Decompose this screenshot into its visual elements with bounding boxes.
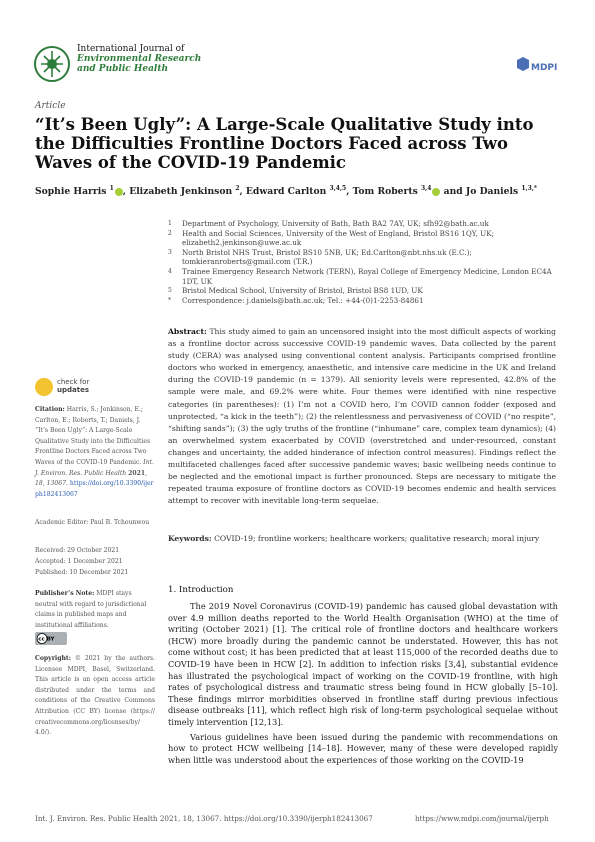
citation-journal: Int. J. Environ. Res. Public Health [35,458,154,477]
author-sup: 2 [235,185,240,192]
check-for-updates-button[interactable] [35,378,155,398]
abstract-text: This study aimed to gain an uncensored insight into the most difficult aspects of working as a frontline doctor across successive COVID-19 pandemic waves. Data collected by the parent study (CERA) was analysed using conventional content analysis. Participants comprised frontline doctors who worked in emergency, anaesthetic, and intensive care medicine in the UK and Ireland during the COVID-19 pandemic (n = 1379). All seniority levels were represented, 42.8% of the sample were male, and 69.2% were white. Four themes were identified with nine respective categories (in parentheses): (1) I’m not a COVID hero, I’m COVID cannon fodder (exposed and unprotected, “a kick in the teeth”); (2) the relentlessness and pervasiveness of COVID (“no respite”, “shifting sands”); (3) the ugly truths of the frontline (“inhumane” care, complex team dynamics); (4) an overwhelmed system exacerbated by COVID (overstretched and under-resourced, constant changes and uncertainty, the added hinderance of infection control measures). Findings reflect the multifaceted challenges faced after successive pandemic waves; basic wellbeing needs continue to be neglected and the emotional impact is further pronounced. Steps are necessary to mitigate the repeated trauma exposure of frontline doctors as COVID-19 becomes endemic and health services attempt to recover with inevitable long-term sequelae. [168,327,556,506]
journal-name [77,44,297,74]
publisher-note-text: MDPI stays neutral with regard to jurisdictional claims in published maps and institutional affiliations. [35,590,147,629]
author-sup: 1 [109,185,114,192]
journal-logo-icon [33,45,71,83]
footer-journal-link[interactable]: https://www.mdpi.com/journal/ijerph [415,814,549,823]
author-sup: 1,3,* [521,185,538,192]
affiliations [168,219,558,305]
affiliation-item: 4 Trainee Emergency Research Network (TERN), Royal College of Emergency Medicine, London EC4A 1DT, UK [168,266,552,286]
publisher-note-label: Publisher’s Note: [35,590,95,597]
check-line-1: check for [57,378,90,386]
citation: Citation: Harris, S.; Jenkinson, E.; Carlton, E.; Roberts, T.; Daniels, J. “It’s Been Ugly”: A Large-Scale Qualitative Study into the Difficulties Frontline Doctors Faced across Two Waves of the COVID-19 Pandemic. Int. J. Environ. Res. Public Health 2021, 18, 13067. https://doi.org/10.3390/ijerph182413067 [35,406,154,498]
article-title: “It’s Been Ugly”: A Large-Scale Qualitative Study into the Difficulties Frontline Doctors Faced across Two Waves of the COVID-19 Pandemic [35,115,534,172]
date-published: Published: 10 December 2021 [35,569,129,576]
abstract-label: Abstract: [168,327,207,336]
citation-doi-link[interactable]: https://doi.org/10.3390/ijerph182413067 [35,480,154,498]
publisher-note [35,589,155,631]
affiliation-item: 1 Department of Psychology, University of Bath, Bath BA2 7AY, UK; sfh92@bath.ac.uk [168,219,489,228]
check-updates-icon [35,378,53,396]
citation-volume: 18, 13067. [35,480,68,488]
svg-text:MDPI: MDPI [531,63,558,73]
journal-line-3: and Public Health [77,64,169,74]
date-accepted: Accepted: 1 December 2021 [35,558,123,565]
author-name[interactable]: Edward Carlton [245,186,327,198]
author-name[interactable]: Elizabeth Jenkinson [129,186,233,198]
journal-line-2: Environmental Research [77,54,202,64]
abstract [168,326,556,507]
keywords-label: Keywords: [168,534,212,543]
citation-text: Harris, S.; Jenkinson, E.; Carlton, E.; Roberts, T.; Daniels, J. “It’s Been Ugly”: A Large-Scale Qualitative Study into the Difficulties Frontline Doctors Faced across Two Waves of the COVID-19 Pandemic. [35,406,151,466]
journal-line-1: International Journal of [77,44,185,54]
author-list: Sophie Harris $^1$ , Elizabeth Jenkinson $^2$, Edward Carlton $^{3,4,5}$, Tom Roberts $^{3,4}$ and Jo Daniels $^{1,3,*}$ [35,185,538,198]
section-heading: 1. Introduction [168,585,234,595]
dates [35,545,155,578]
copyright [35,654,155,739]
affiliation-item: * Correspondence: j.daniels@bath.ac.uk; Tel.: +44-(0)1-2253-84861 [168,295,424,305]
copyright-label: Copyright: [35,655,71,662]
check-line-2: updates [57,386,89,394]
orcid-icon[interactable] [115,188,123,196]
orcid-icon[interactable] [432,188,440,196]
body-paragraph: The 2019 Novel Coronavirus (COVID-19) pandemic has caused global devastation with over 4.9 million deaths reported to the World Health Organisation (WHO) at the time of writing (October 2021) [1]. The critical role of frontline doctors and healthcare workers (HCW) more broadly during the pandemic cannot be understated. However, this has not come without cost; it has been predicted that at least 115,000 of the recorded deaths due to COVID-19 have been in HCW [2]. In addition to infection risks [3,4], substantial evidence has illustrated the psychological impact of working on the COVID-19 frontline, with high rates of psychological distress and traumatic stress being found in HCW globally [5–10]. These findings mirror morbidities observed in frontline staff during previous infectious disease outbreaks [11], which reflect high risk of long-term psychological sequelae without timely intervention [12,13]. [168,601,558,727]
academic-editor: Academic Editor: Paul B. Tchounwou [35,519,150,526]
affiliation-item: 2 Health and Social Sciences, University of the West of England, Bristol BS16 1QY, UK; elizabeth2.jenkinson@uwe.ac.uk [168,228,494,248]
article-type: Article [35,101,66,111]
footer-citation: Int. J. Environ. Res. Public Health 2021, 18, 13067. https://doi.org/10.3390/ijerph182413067 [35,814,373,823]
svg-text:cc BY: cc BY [38,636,55,643]
citation-label: Citation: [35,406,65,413]
body-text [168,601,558,766]
keywords-text: COVID-19; frontline workers; healthcare workers; qualitative research; moral injury [214,534,540,543]
author-name[interactable]: Tom Roberts [352,186,418,198]
copyright-text: © 2021 by the authors. Licensee MDPI, Basel, Switzerland. This article is an open access article distributed under the terms and conditions of the Creative Commons Attribution (CC BY) license (https:// creativecommons.org/licenses/by/ 4.0/). [35,655,155,737]
author-name[interactable]: Sophie Harris [35,186,107,198]
author-sup: 3,4,5 [329,185,347,192]
keywords [168,533,556,544]
mdpi-logo-icon [515,56,559,76]
date-received: Received: 29 October 2021 [35,547,120,554]
citation-year: 2021 [128,469,146,477]
author-name[interactable]: Jo Daniels [465,186,519,198]
affiliation-item: 3 North Bristol NHS Trust, Bristol BS10 5NB, UK; Ed.Carlton@nbt.nhs.uk (E.C.); tomkieranroberts@gmail.com (T.R.) [168,247,472,267]
cc-by-license-icon[interactable] [35,632,67,645]
affiliation-item: 5 Bristol Medical School, University of Bristol, Bristol BS8 1UD, UK [168,286,423,296]
body-paragraph: Various guidelines have been issued during the pandemic with recommendations on how to protect HCW wellbeing [14–18]. However, many of these were developed rapidly when little was understood about the experiences of those working on the COVID-19 [168,731,558,765]
author-sup: 3,4 [420,185,432,192]
